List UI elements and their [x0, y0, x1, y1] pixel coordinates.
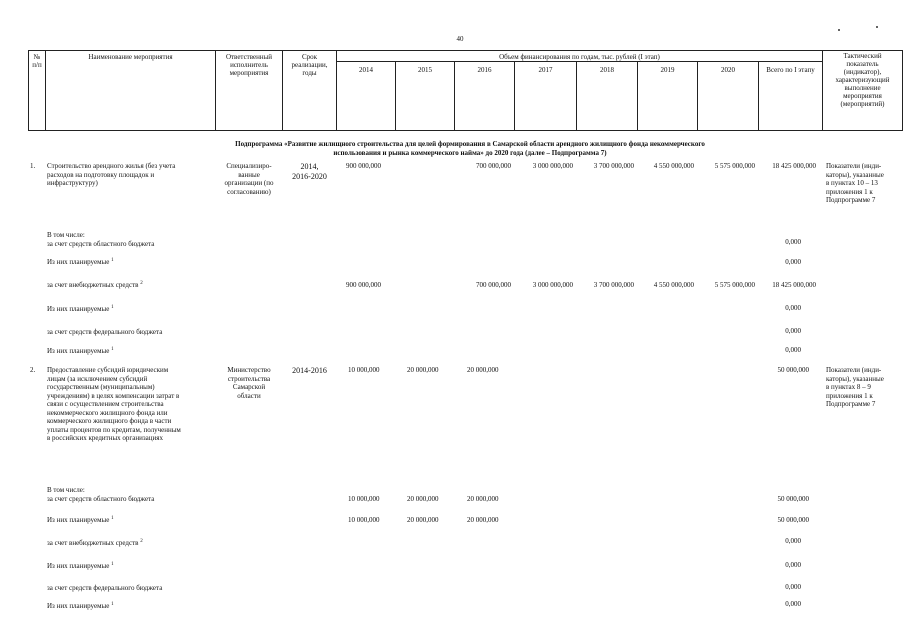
planned-label: Из них планируемые $^1$ [47, 258, 114, 266]
planned-label: Из них планируемые $^1$ [47, 516, 114, 524]
extra-2017: 3 000 000,000 [532, 281, 573, 289]
item-responsible: Министерство строительства Самарской области [227, 366, 271, 400]
value-total: 50 000,000 [777, 366, 809, 374]
col-header-num: № п/п [32, 53, 42, 69]
extra-2019: 4 550 000,000 [653, 281, 694, 289]
scan-mark [838, 29, 840, 31]
item-number: 1. [30, 162, 36, 170]
extra-2016: 700 000,000 [476, 281, 511, 289]
extra-total: 0,000 [785, 537, 801, 545]
col-header-indicator: Тактический показатель (индикатор), характеризующий выполнение мероприятия (мероприятий) [835, 52, 890, 108]
federal-budget-label: за счет средств федерального бюджета [47, 328, 163, 336]
item-name: Строительство арендного жилья (без учета расходов на подготовку площадок и инфраструктуру) [47, 162, 176, 187]
col-header-year: 2017 [538, 66, 553, 74]
planned-total: 0,000 [785, 600, 801, 608]
item-name: Предоставление субсидий юридическим лицам (за исключением субсидий государственным (муниципальным) учреждениям) в целях компенсации затрат в связи с осуществлением строительства некоммерческого жилищного фонда или коммерческого жилищного фонда в части уплаты процентов по кредитам, полученным в российских кредитных организациях [47, 366, 181, 442]
col-header-term: Срок реализации, годы [291, 53, 328, 77]
col-header-year: 2019 [660, 66, 675, 74]
col-header-year: 2018 [600, 66, 614, 74]
planned-label: Из них планируемые $^1$ [47, 602, 114, 610]
regional-budget-label: за счет средств областного бюджета [47, 240, 155, 248]
planned-total: 0,000 [785, 561, 801, 569]
regional-total: 0,000 [785, 238, 801, 246]
regional-2015: 20 000,000 [407, 495, 439, 503]
subprogram-title: Подпрограмма «Развитие жилищного строительства для целей формирования в Самарской области арендного жилищного фонда некоммерческого использования и рынка коммерческого найма» до 2020 года (далее – Подпрограмма 7) [235, 140, 705, 157]
value-2014: 900 000,000 [346, 162, 381, 170]
planned-total: 0,000 [785, 258, 801, 266]
planned-2016: 20 000,000 [467, 516, 499, 524]
planned-total: 0,000 [785, 346, 801, 354]
col-header-total: Всего по I этапу [766, 66, 815, 74]
extra-2018: 3 700 000,000 [593, 281, 634, 289]
regional-2014: 10 000,000 [348, 495, 380, 503]
item-indicator: Показатели (инди- каторы), указанные в пунктах 10 – 13 приложения 1 к Подпрограмме 7 [826, 162, 884, 204]
value-2016: 700 000,000 [476, 162, 511, 170]
regional-2016: 20 000,000 [467, 495, 499, 503]
planned-label: Из них планируемые $^1$ [47, 347, 114, 355]
col-header-funding: Объем финансирования по годам, тыс. рублей (I этап) [499, 53, 660, 61]
item-number: 2. [30, 366, 36, 374]
extrabudget-label: за счет внебюджетных средств $^2$ [47, 539, 143, 547]
col-header-year: 2014 [359, 66, 373, 74]
col-header-name: Наименование мероприятия [88, 53, 173, 61]
value-2018: 3 700 000,000 [593, 162, 634, 170]
extra-2014: 900 000,000 [346, 281, 381, 289]
federal-budget-label: за счет средств федерального бюджета [47, 584, 163, 592]
item-responsible: Специализиро- ванные организации (по согласованию) [224, 162, 274, 196]
planned-2015: 20 000,000 [407, 516, 439, 524]
item-term: 2014-2016 [292, 366, 327, 375]
regional-budget-label: за счет средств областного бюджета [47, 495, 155, 503]
value-total: 18 425 000,000 [772, 162, 816, 170]
value-2020: 5 575 000,000 [714, 162, 755, 170]
page-number: 40 [456, 35, 464, 43]
value-2015: 20 000,000 [407, 366, 439, 374]
planned-total: 0,000 [785, 304, 801, 312]
planned-total: 50 000,000 [777, 516, 809, 524]
value-2019: 4 550 000,000 [653, 162, 694, 170]
col-header-responsible: Ответственный исполнитель мероприятия [225, 53, 273, 77]
incl-label: В том числе: [47, 231, 85, 239]
federal-total: 0,000 [785, 327, 801, 335]
extrabudget-label: за счет внебюджетных средств $^2$ [47, 281, 143, 289]
extra-total: 18 425 000,000 [772, 281, 816, 289]
planned-2014: 10 000,000 [348, 516, 380, 524]
scan-mark [876, 26, 878, 28]
col-header-year: 2020 [721, 66, 735, 74]
item-indicator: Показатели (инди- каторы), указанные в пунктах 8 – 9 приложения 1 к Подпрограмме 7 [826, 366, 884, 408]
planned-label: Из них планируемые $^1$ [47, 562, 114, 570]
item-term: 2014, 2016-2020 [292, 162, 327, 181]
col-header-year: 2016 [477, 66, 492, 74]
value-2014: 10 000,000 [348, 366, 380, 374]
federal-total: 0,000 [785, 583, 801, 591]
regional-total: 50 000,000 [777, 495, 809, 503]
value-2017: 3 000 000,000 [532, 162, 573, 170]
planned-label: Из них планируемые $^1$ [47, 305, 114, 313]
extra-2020: 5 575 000,000 [714, 281, 755, 289]
col-header-year: 2015 [418, 66, 432, 74]
incl-label: В том числе: [47, 486, 85, 494]
value-2016: 20 000,000 [467, 366, 499, 374]
